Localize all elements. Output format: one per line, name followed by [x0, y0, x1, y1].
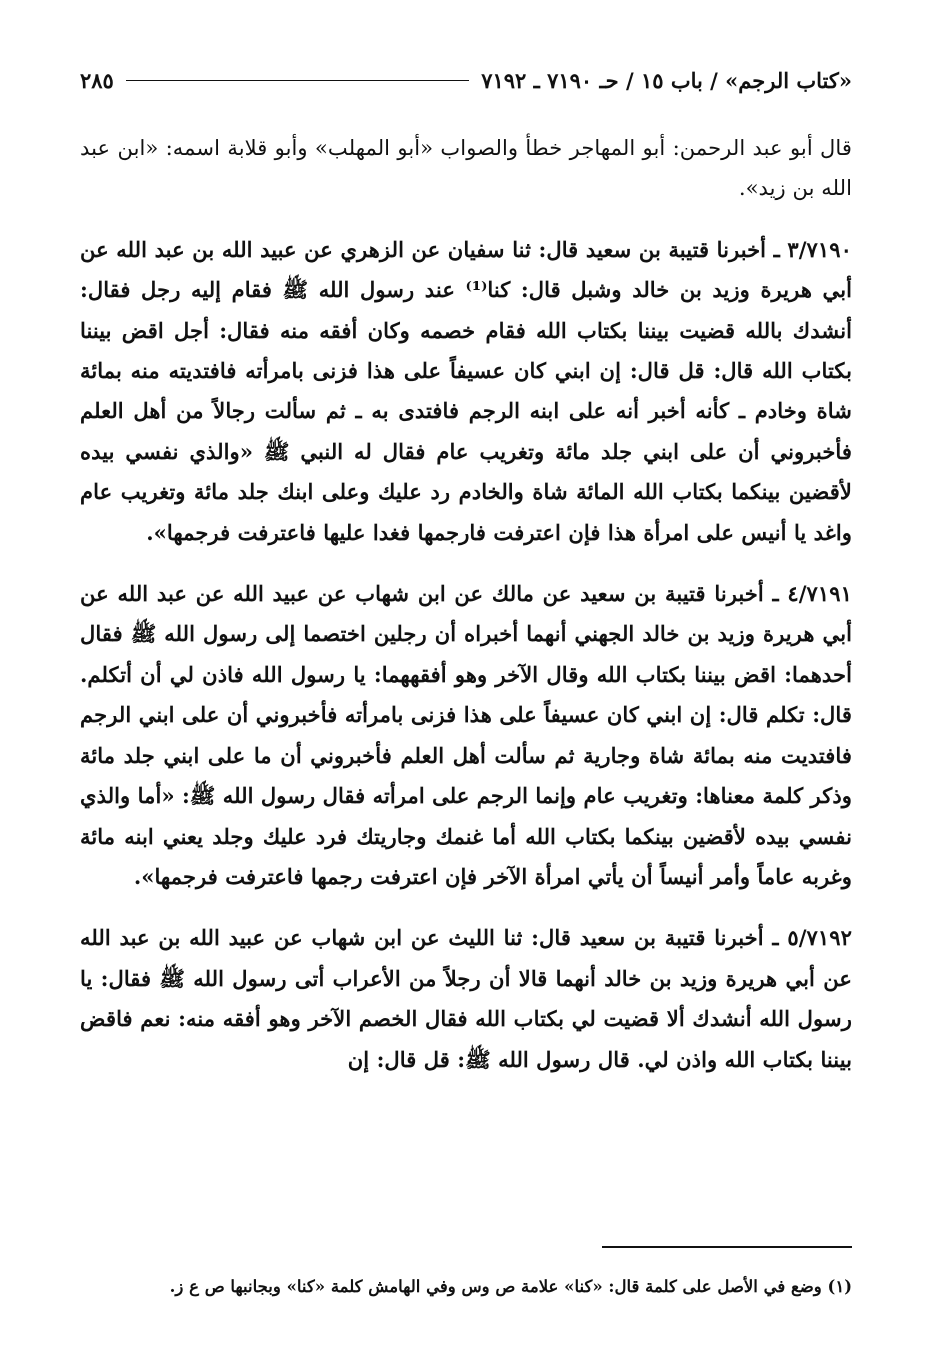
header-rule: [126, 80, 469, 81]
paragraph-text: قال أبو عبد الرحمن: أبو المهاجر خطأ والصواب «أبو المهلب» وأبو قلابة اسمه: «ابن عبد الله بن زيد».: [80, 135, 852, 201]
hadith-text: ـ أخبرنا قتيبة بن سعيد قال: ثنا سفيان عن الزهري عن عبيد الله بن عبد الله عن أبي هريرة وزيد بن خالد وشبل قال: كنا⁽¹⁾ عند رسول الله ﷺ فقام إليه رجل فقال: أنشدك بالله قضيت بيننا بكتاب الله فقام خصمه وكان أفقه منه فقال: أجل اقض بيننا بكتاب الله قال: قل قال: إن ابني كان عسيفاً على هذا فزنى بامرأته فافتديته منه بمائة شاة وخادم ـ كأنه أخبر أنه على ابنه الرجم فافتدى به ـ ثم سألت رجالاً من أهل العلم فأخبروني أن على ابني جلد مائة وتغريب عام فقال له النبي ﷺ «والذي نفسي بيده لأقضين بينكما بكتاب الله المائة شاة والخادم رد عليك وعلى ابنك جلد مائة وتغريب عام واغد يا أنيس على امرأة هذا فإن اعترفت فارجمها فغدا عليها فاعترفت فرجمها».: [80, 236, 852, 545]
hadith-7192: [80, 918, 852, 1080]
hadith-number: ٥/٧١٩٢: [787, 925, 852, 951]
running-header: [80, 62, 852, 98]
running-title: «كتاب الرجم» / باب ١٥ / حـ ٧١٩٠ ـ ٧١٩٢: [481, 67, 852, 93]
footnote: (١) وضع في الأصل على كلمة قال: «كنا» علامة ص وس وفي الهامش كلمة «كنا» وبجانبها ص ع ز.: [169, 1277, 852, 1296]
hadith-number: ٤/٧١٩١: [787, 581, 852, 607]
hadith-7190: [80, 230, 852, 553]
hadith-number: ٣/٧١٩٠: [787, 236, 852, 262]
hadith-text: ـ أخبرنا قتيبة بن سعيد عن مالك عن ابن شهاب عن عبيد الله عن عبد الله عن أبي هريرة وزيد بن خالد الجهني أنهما أخبراه أن رجلين اختصما إلى رسول الله ﷺ فقال أحدهما: اقض بيننا بكتاب الله وقال الآخر وهو أفقههما: يا رسول الله فاذن لي أن أتكلم. قال: تكلم قال: إن ابني كان عسيفاً على هذا فزنى بامرأته فأخبروني أن على ابني الرجم فافتديت منه بمائة شاة وجارية ثم سألت أهل العلم فأخبروني أن ما على ابني جلد مائة وذكر كلمة معناها: وتغريب عام وإنما الرجم على امرأته فقال رسول الله ﷺ: «أما والذي نفسي بيده لأقضين بينكما بكتاب الله أما غنمك وجاريتك فرد عليك وجلد يعني ابنه مائة وغربه عاماً وأمر أنيساً أن يأتي امرأة الآخر فإن اعترفت رجمها فاعترفت فرجمها».: [80, 581, 852, 889]
paragraph-note: [80, 128, 852, 209]
hadith-7191: [80, 574, 852, 897]
hadith-text: ـ أخبرنا قتيبة بن سعيد قال: ثنا الليث عن ابن شهاب عن عبيد الله بن عبد الله عن أبي هريرة وزيد بن خالد أنهما قالا أن رجلاً من الأعراب أتى رسول الله ﷺ فقال: يا رسول الله أنشدك ألا قضيت لي بكتاب الله فقال الخصم الآخر وهو أفقه منه: نعم فاقض بيننا بكتاب الله واذن لي. قال رسول الله ﷺ: قل قال: إن: [80, 925, 852, 1072]
book-page: [80, 62, 852, 1322]
page-number: ٢٨٥: [80, 67, 114, 93]
footnote-rule: [602, 1246, 852, 1248]
main-text: [80, 128, 852, 1080]
